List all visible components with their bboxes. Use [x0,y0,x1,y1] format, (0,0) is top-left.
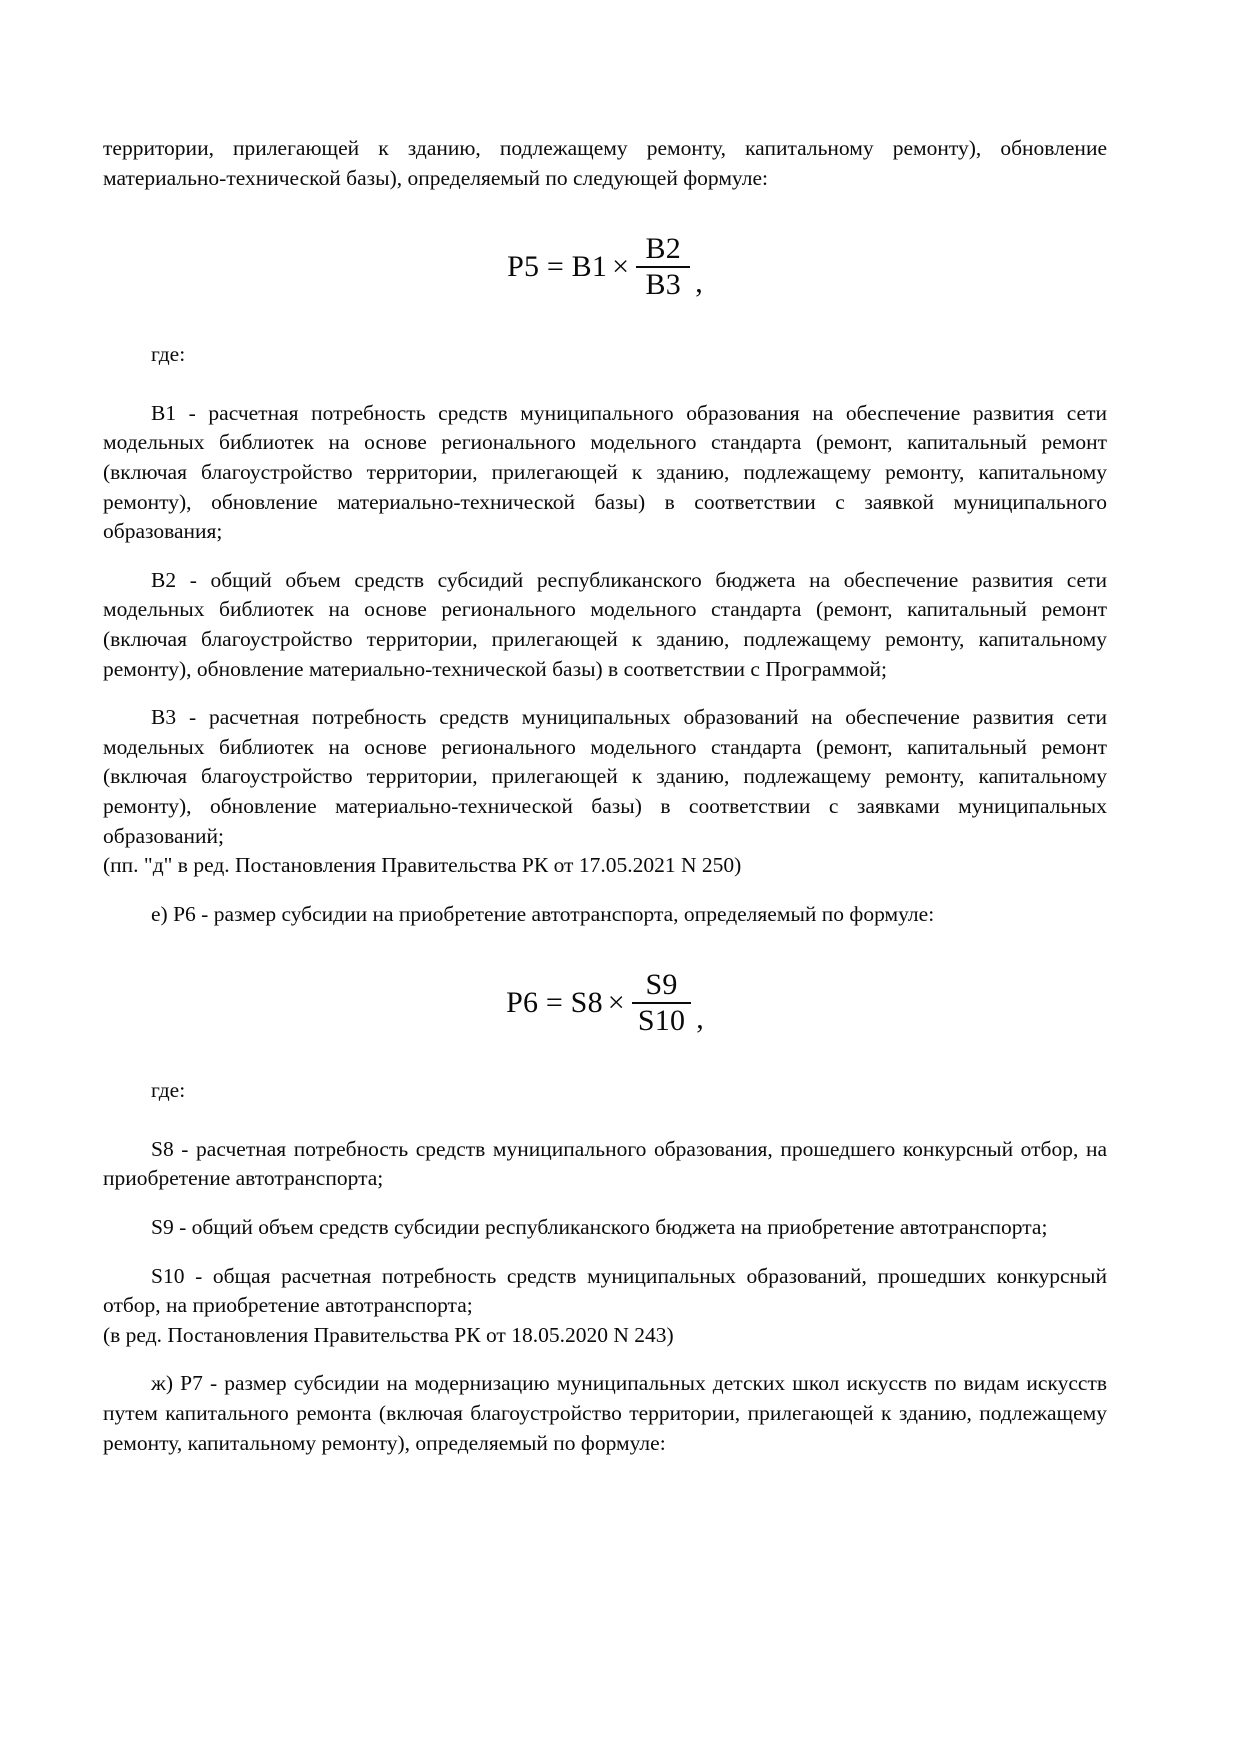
definition-b3: B3 - расчетная потребность средств муниципальных образований на обеспечение развития сети модельных библиотек на основе регионального модельного стандарта (ремонт, капитальный ремонт (включая благоустройство территории, прилегающей к зданию, подлежащему ремонту, капитальному ремонту), обновление материально-технической базы) в соответствии с заявками муниципальных образований; [103,705,1107,848]
formula-p6-denominator: S10 [637,1003,686,1037]
spacer [103,1243,1107,1262]
formula-p5-trailing-comma: , [695,266,703,300]
formula-p5 [103,233,1107,300]
formula-p6-operator: × [607,985,625,1019]
amendment-note-1: (пп. "д" в ред. Постановления Правительства РК от 17.05.2021 N 250) [103,853,742,878]
spacer [103,1106,1107,1135]
definition-b2: B2 - общий объем средств субсидий республиканского бюджета на обеспечение развития сети модельных библиотек на основе регионального модельного стандарта (ремонт, капитальный ремонт (включая благоустройство территории, прилегающей к зданию, подлежащему ремонту, капитальному ремонту), обновление материально-технической базы) в соответствии с Программой; [103,567,1107,681]
formula-p5-expression [507,233,703,300]
spacer [103,684,1107,703]
spacer [103,370,1107,399]
definition-s8: S8 - расчетная потребность средств муниципального образования, прошедшего конкурсный отбор, на приобретение автотранспорта; [103,1136,1107,1191]
where-label-1: где: [151,342,186,367]
formula-p6-expression [506,969,704,1036]
spacer [103,1194,1107,1213]
definition-b1: B1 - расчетная потребность средств муниципального образования на обеспечение развития сети модельных библиотек на основе регионального модельного стандарта (ремонт, капитальный ремонт (включая благоустройство территории, прилегающей к зданию, подлежащему ремонту, капитальному ремонту), обновление материально-технической базы) в соответствии с заявкой муниципального образования; [103,400,1107,544]
spacer [103,881,1107,900]
spacer [103,929,1107,969]
document-body [103,134,1107,1458]
formula-p6-numerator: S9 [645,968,678,1002]
formula-p5-operator: × [612,249,630,283]
definition-s10: S10 - общая расчетная потребность средств муниципальных образований, прошедших конкурсный отбор, на приобретение автотранспорта; [103,1263,1107,1318]
amendment-note-2: (в ред. Постановления Правительства РК от 18.05.2020 N 243) [103,1322,674,1347]
formula-p5-numerator: B2 [645,232,681,266]
formula-p5-fraction [636,233,690,300]
formula-p5-lhs: P5 = B1 [507,249,608,283]
formula-p6-fraction [632,969,691,1036]
formula-p6-lhs: P6 = S8 [506,985,603,1019]
definition-s9: S9 - общий объем средств субсидии республиканского бюджета на приобретение автотранспорта; [151,1215,1048,1240]
where-label-2: где: [151,1078,186,1103]
spacer [103,193,1107,233]
spacer [103,1350,1107,1369]
spacer [103,1036,1107,1076]
formula-p6 [103,969,1107,1036]
item-e-paragraph: е) P6 - размер субсидии на приобретение автотранспорта, определяемый по формуле: [151,901,935,926]
formula-p6-trailing-comma: , [696,1002,704,1036]
spacer [103,547,1107,566]
item-zh-paragraph: ж) P7 - размер субсидии на модернизацию муниципальных детских школ искусств по видам искусств путем капитального ремонта (включая благоустройство территории, прилегающей к зданию, подлежащему ремонту, капитальному ремонту), определяемый по формуле: [103,1371,1107,1455]
formula-p5-denominator: B3 [645,267,681,301]
intro-paragraph: территории, прилегающей к зданию, подлежащему ремонту, капитальному ремонту), обновление материально-технической базы), определяемый по следующей формуле: [103,136,1107,190]
spacer [103,300,1107,340]
